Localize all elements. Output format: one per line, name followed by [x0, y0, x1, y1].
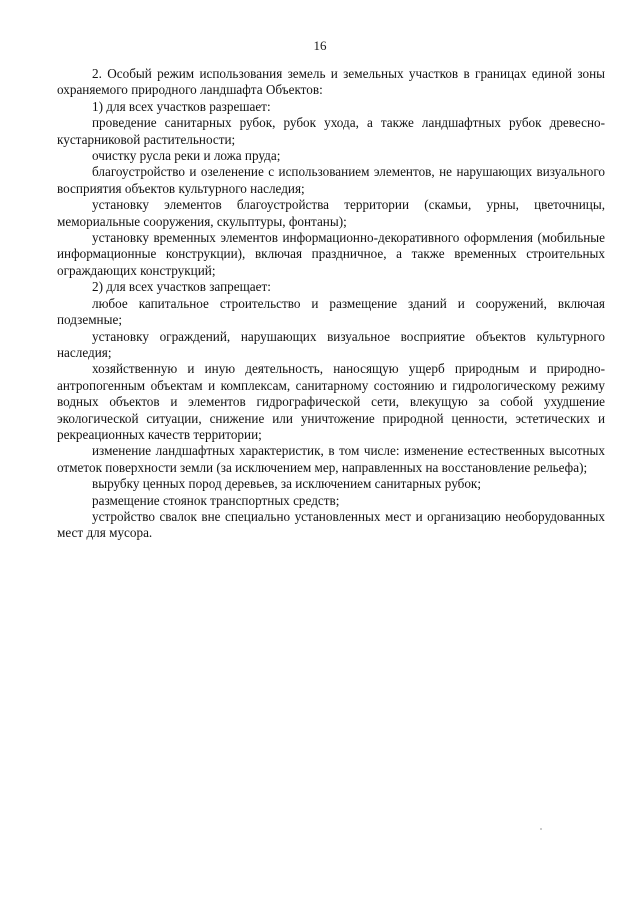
scan-speck — [540, 828, 542, 830]
paragraph-prohibited-construction: любое капитальное строительство и размещение зданий и сооружений, включая подземные; — [57, 295, 605, 328]
paragraph-prohibited-economic-activity: хозяйственную и иную деятельность, наносящую ущерб природным и природно-антропогенным объектам и комплексам, санитарному состоянию и гидрологическому режиму водных объектов и элементов гидрографической сети, влекущую за собой ухудшение экологической ситуации, снижение или уничтожение природной ценности, эстетических и рекреационных качеств территории; — [57, 361, 605, 442]
paragraph-prohibited-tree-felling: вырубку ценных пород деревьев, за исключением санитарных рубок; — [92, 476, 481, 492]
paragraph-special-regime: 2. Особый режим использования земель и земельных участков в границах единой зоны охраняемого природного ландшафта Объектов: — [57, 66, 605, 98]
paragraph-prohibited-dumps: устройство свалок вне специально установленных мест и организацию необорудованных мест для мусора. — [57, 508, 605, 541]
paragraph-allowed-cuttings: проведение санитарных рубок, рубок ухода, а также ландшафтных рубок древесно-кустарниковой растительности; — [57, 115, 605, 147]
paragraph-allowed-temporary-elements: установку временных элементов информационно-декоративного оформления (мобильные информационные конструкции), включая праздничное, а также временных строительных ограждающих конструкций; — [57, 230, 605, 278]
page-number: 16 — [313, 38, 327, 53]
paragraph-allowed-river-cleaning: очистку русла реки и ложа пруда; — [92, 148, 281, 164]
paragraph-allowed-heading: 1) для всех участков разрешает: — [92, 98, 271, 114]
paragraph-prohibited-parking: размещение стоянок транспортных средств; — [92, 492, 340, 508]
document-body — [57, 66, 605, 542]
paragraph-allowed-landscaping: благоустройство и озеленение с использованием элементов, не нарушающих визуального восприятия объектов культурного наследия; — [57, 164, 605, 196]
paragraph-prohibited-heading: 2) для всех участков запрещает: — [92, 279, 271, 295]
paragraph-prohibited-fences: установку ограждений, нарушающих визуальное восприятие объектов культурного наследия; — [57, 328, 605, 360]
paragraph-allowed-amenities: установку элементов благоустройства территории (скамьи, урны, цветочницы, мемориальные сооружения, скульптуры, фонтаны); — [57, 197, 605, 229]
paragraph-prohibited-landscape-changes: изменение ландшафтных характеристик, в том числе: изменение естественных высотных отметок поверхности земли (за исключением мер, направленных на восстановление рельефа); — [57, 443, 605, 475]
